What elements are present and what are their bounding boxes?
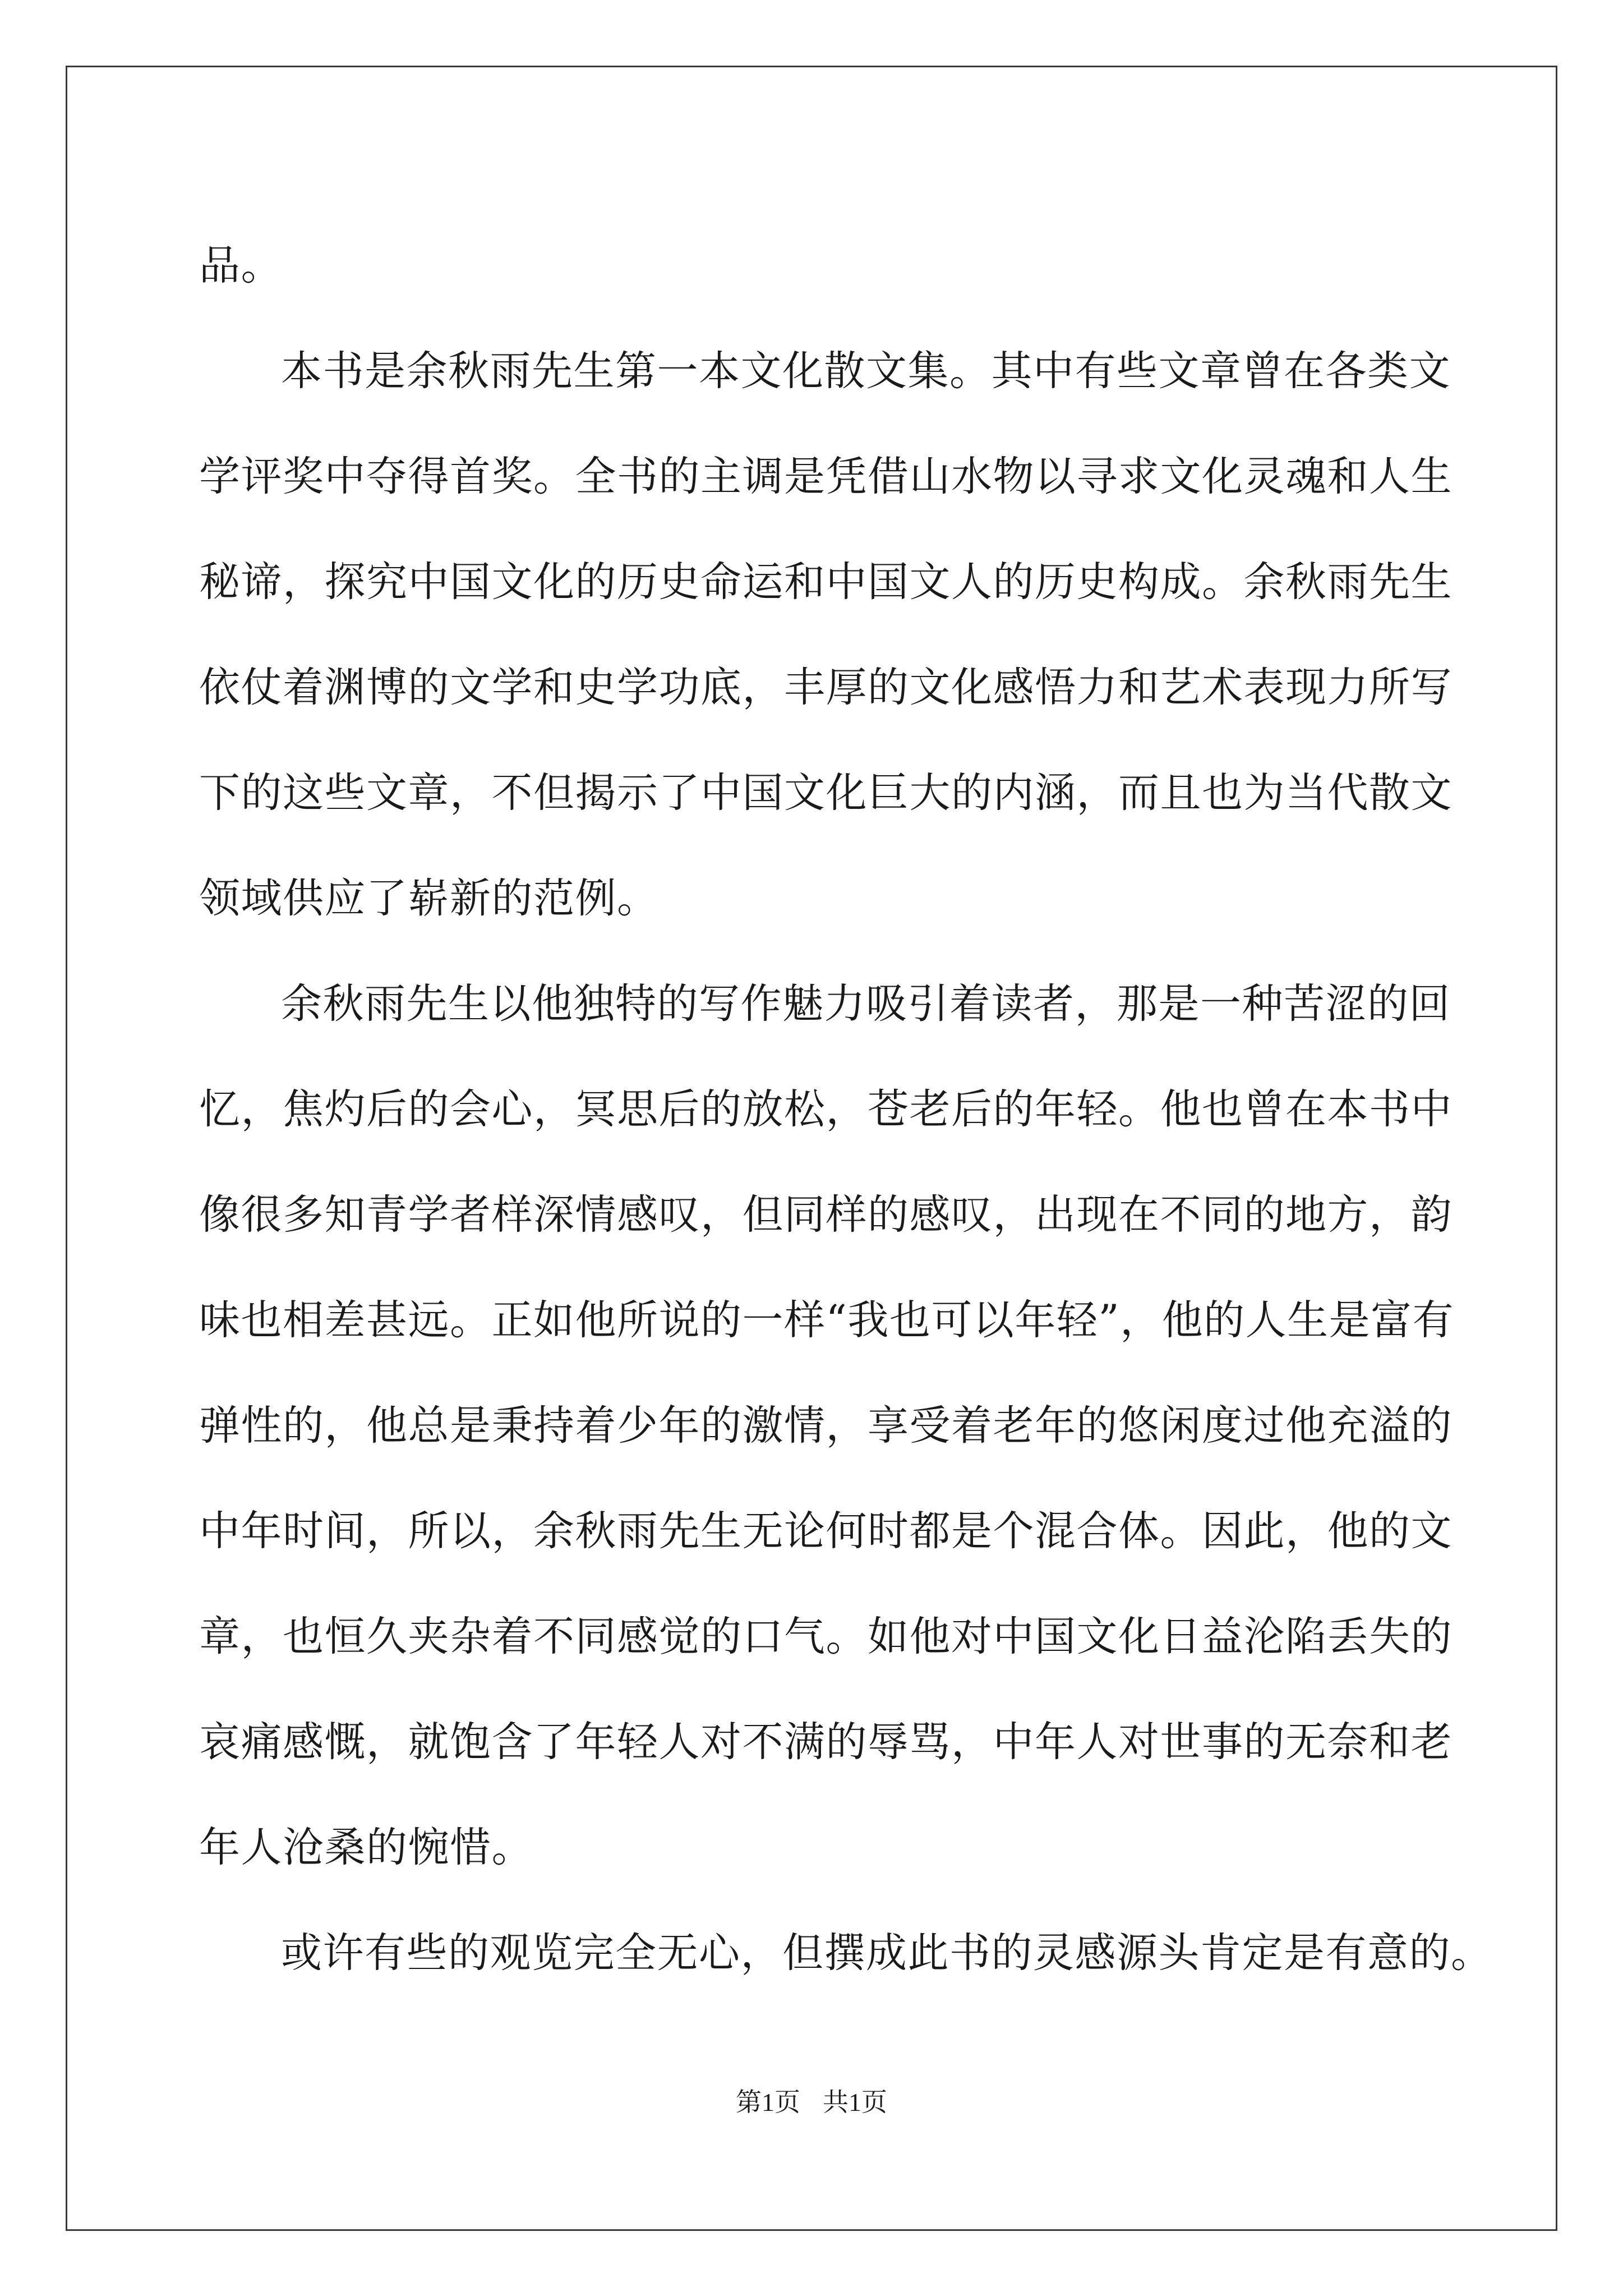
text-line: 下的这些文章，不但揭示了中国文化巨大的内涵，而且也为当代散文: [199, 769, 1453, 817]
page-footer: [0, 2086, 1623, 2119]
text-line: 领域供应了崭新的范例。: [199, 875, 659, 922]
text-line: 味也相差甚远。正如他所说的一样“我也可以年轻”，他的人生是富有: [199, 1296, 1455, 1344]
paragraph-first-line: 本书是余秋雨先生第一本文化散文集。其中有些文章曾在各类文: [281, 347, 1451, 395]
text-line: 年人沧桑的惋惜。: [199, 1824, 533, 1871]
text-line: 秘谛，探究中国文化的历史命运和中国文人的历史构成。余秋雨先生: [199, 558, 1453, 606]
page-total: 共1页: [823, 2088, 887, 2116]
text-line: 忆，焦灼后的会心，冥思后的放松，苍老后的年轻。他也曾在本书中: [199, 1085, 1453, 1133]
text-line: 弹性的，他总是秉持着少年的激情，享受着老年的悠闲度过他充溢的: [199, 1402, 1453, 1450]
text-line: 哀痛感慨，就饱含了年轻人对不满的辱骂，中年人对世事的无奈和老: [199, 1718, 1453, 1766]
text-line: 中年时间，所以，余秋雨先生无论何时都是个混合体。因此，他的文: [199, 1507, 1453, 1555]
page-number: 第1页: [736, 2088, 800, 2116]
document-body: [199, 213, 1493, 2006]
paragraph-first-line: 或许有些的观览完全无心，但撰成此书的灵感源头肯定是有意的。: [281, 1929, 1493, 1977]
paragraph-first-line: 余秋雨先生以他独特的写作魅力吸引着读者，那是一种苦涩的回: [281, 980, 1451, 1028]
text-line: 品。: [199, 242, 283, 289]
text-line: 学评奖中夺得首奖。全书的主调是凭借山水物以寻求文化灵魂和人生: [199, 453, 1453, 500]
text-line: 章，也恒久夹杂着不同感觉的口气。如他对中国文化日益沦陷丢失的: [199, 1613, 1453, 1660]
text-line: 依仗着渊博的文学和史学功底，丰厚的文化感悟力和艺术表现力所写: [199, 664, 1453, 711]
text-line: 像很多知青学者样深情感叹，但同样的感叹，出现在不同的地方，韵: [199, 1191, 1453, 1239]
